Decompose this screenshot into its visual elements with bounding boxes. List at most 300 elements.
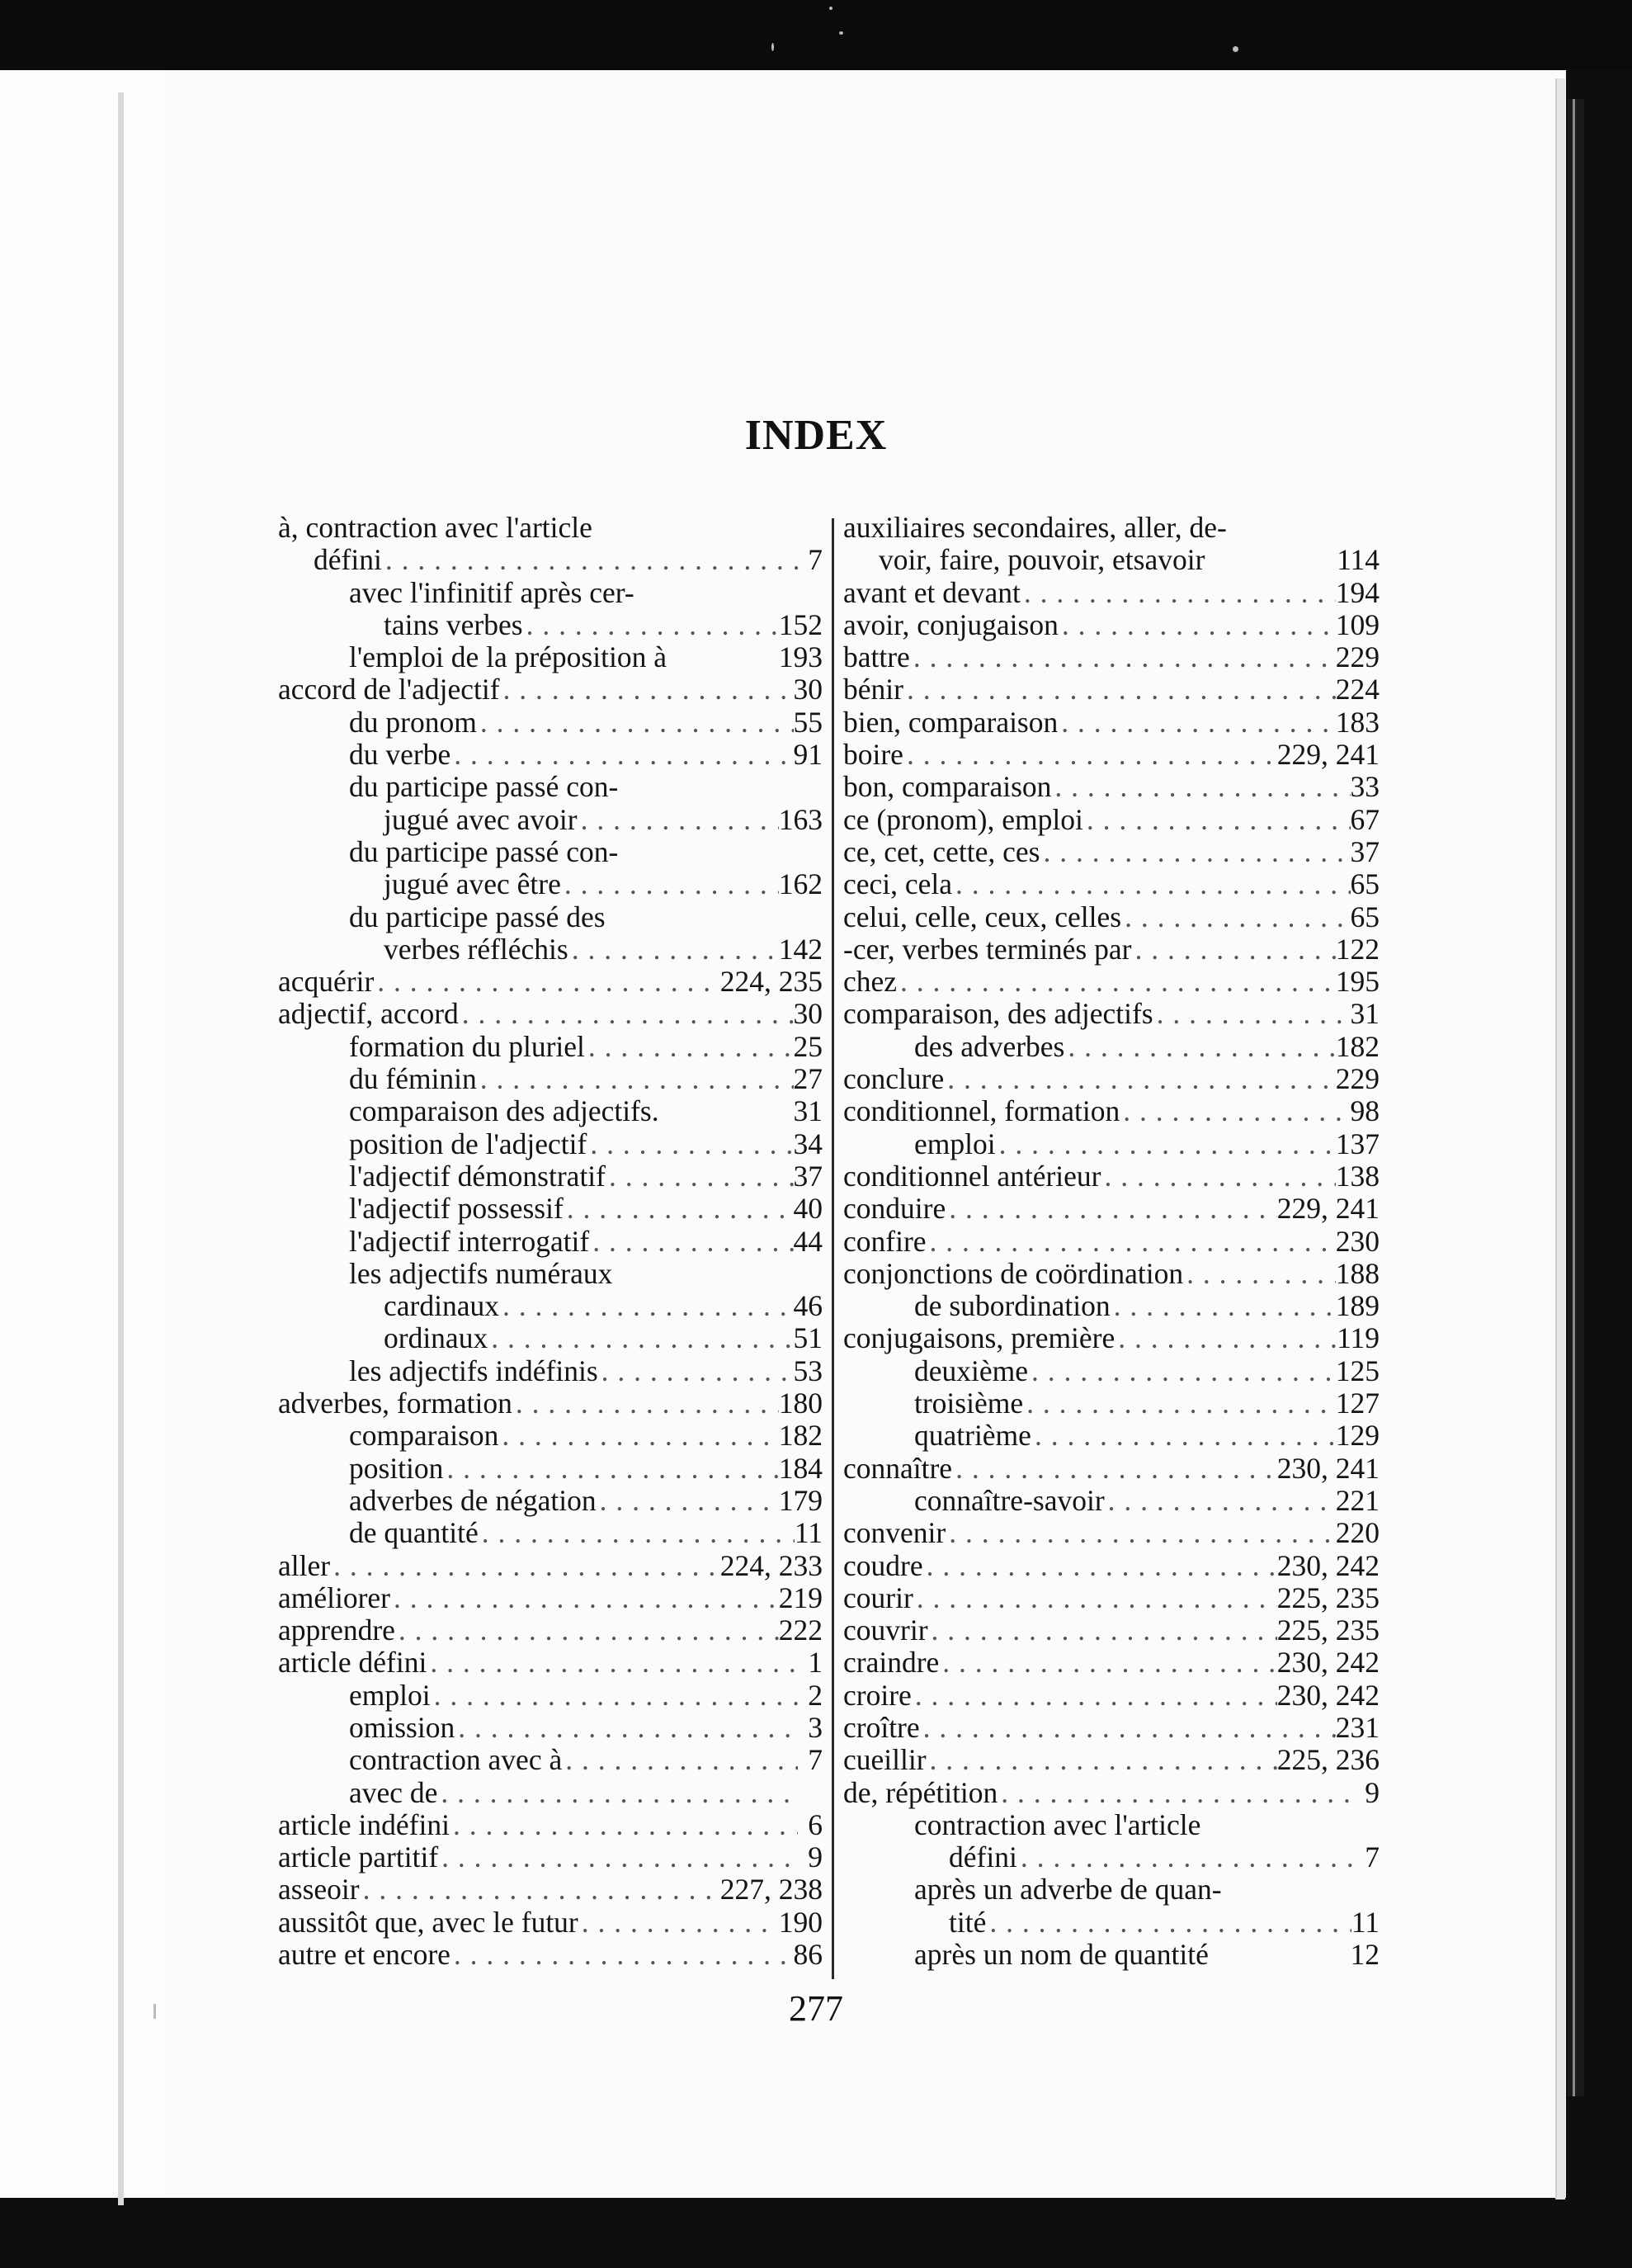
index-entry-line xyxy=(843,1226,1380,1258)
index-entry-pages: 230 xyxy=(1335,1224,1380,1258)
index-entry-pages: 182 xyxy=(778,1419,823,1453)
index-entry-pages: 142 xyxy=(778,932,823,966)
index-entry-line xyxy=(843,1193,1380,1225)
index-entry xyxy=(278,901,823,933)
index-entry-pages: 222 xyxy=(778,1614,823,1647)
index-entry xyxy=(278,1322,823,1354)
index-entry xyxy=(278,1777,823,1809)
index-entry xyxy=(843,673,1380,706)
index-entry-pages: 129 xyxy=(1335,1419,1380,1453)
index-entry xyxy=(278,1226,823,1258)
index-entry-pages: 53 xyxy=(793,1354,823,1387)
index-entry xyxy=(843,577,1380,609)
index-entry-line xyxy=(843,1680,1380,1712)
index-entry xyxy=(278,609,823,641)
index-entry-term: les adjectifs numéraux xyxy=(349,1256,613,1290)
index-entry-line xyxy=(278,1128,823,1160)
index-entry-term: défini xyxy=(949,1840,1017,1874)
index-entry-pages: 182 xyxy=(1335,1029,1380,1063)
index-entry-term: connaître xyxy=(843,1451,953,1485)
index-entry xyxy=(843,1226,1380,1258)
index-entry-term: convenir xyxy=(843,1516,946,1550)
index-entry-line xyxy=(278,544,823,576)
index-entry-term: conditionnel antérieur xyxy=(843,1159,1101,1193)
dot-leader xyxy=(1031,1420,1336,1452)
index-entry-line xyxy=(843,1322,1380,1354)
dot-leader xyxy=(562,1744,798,1776)
index-entry-pages: 225, 236 xyxy=(1276,1743,1380,1777)
dot-leader xyxy=(437,1777,798,1809)
index-entry-term: à, contraction avec l'article xyxy=(278,511,592,544)
index-entry-term: conjonctions de coördination xyxy=(843,1256,1184,1290)
dot-leader xyxy=(606,1160,794,1193)
index-entry-term: comparaison, des adjectifs xyxy=(843,997,1153,1031)
index-entry-term: battre xyxy=(843,640,910,674)
index-entry-line xyxy=(843,1063,1380,1095)
index-entry-line xyxy=(843,836,1380,868)
index-entry-line xyxy=(843,1939,1380,1971)
index-entry-pages: 225, 235 xyxy=(1276,1614,1380,1647)
index-entry-term: du participe passé con- xyxy=(349,834,619,868)
dot-leader xyxy=(913,1582,1277,1614)
index-entry-line xyxy=(278,933,823,966)
index-entry-pages: 180 xyxy=(778,1387,823,1420)
index-entry xyxy=(278,1809,823,1841)
index-entry xyxy=(278,1453,823,1485)
index-entry xyxy=(278,804,823,836)
dot-leader xyxy=(1121,901,1350,933)
index-entry xyxy=(843,1809,1380,1841)
index-entry-pages: 122 xyxy=(1335,932,1380,966)
index-entry-line xyxy=(278,739,823,771)
index-entry-line xyxy=(278,641,823,673)
index-entry-line xyxy=(278,1517,823,1549)
index-entry-term: auxiliaires secondaires, aller, de- xyxy=(843,511,1227,544)
dot-leader xyxy=(1059,609,1336,641)
index-entry xyxy=(843,1614,1380,1647)
index-entry xyxy=(278,836,823,868)
index-entry-line xyxy=(843,1128,1380,1160)
index-entry-term: conditionnel, formation xyxy=(843,1094,1120,1128)
index-entry-term: l'adjectif démonstratif xyxy=(349,1159,606,1193)
index-entry-line xyxy=(843,1355,1380,1387)
dot-leader xyxy=(1040,836,1350,868)
index-entry-line xyxy=(843,1841,1380,1873)
dot-leader xyxy=(903,739,1277,771)
dot-leader xyxy=(1115,1322,1337,1354)
index-entry xyxy=(843,1355,1380,1387)
index-entry-term: aller xyxy=(278,1548,331,1582)
index-column-right xyxy=(843,512,1380,1971)
index-entry-term: omission xyxy=(349,1710,455,1744)
index-entry-term: avant et devant xyxy=(843,575,1021,609)
index-entry-term: bien, comparaison xyxy=(843,705,1059,739)
index-entry xyxy=(843,1160,1380,1193)
index-entry xyxy=(843,1907,1380,1939)
index-entry-term: deuxième xyxy=(914,1354,1028,1387)
dot-leader xyxy=(330,1550,720,1582)
index-entry-term: du verbe xyxy=(349,738,451,772)
index-entry xyxy=(843,1550,1380,1582)
page-title: INDEX xyxy=(744,412,888,459)
dot-leader xyxy=(477,1063,794,1095)
dot-leader xyxy=(1131,933,1335,966)
dot-leader xyxy=(500,673,794,706)
scan-speck xyxy=(771,43,774,51)
dot-leader xyxy=(912,1680,1277,1712)
index-entry-line xyxy=(278,1160,823,1193)
index-entry-term: accord de l'adjectif xyxy=(278,673,500,706)
scan-background-top xyxy=(0,0,1632,70)
index-entry-line xyxy=(843,771,1380,803)
index-entry xyxy=(278,577,823,609)
index-entry-term: contraction avec à xyxy=(349,1743,563,1777)
index-entry-term: adverbes de négation xyxy=(349,1483,597,1517)
dot-leader xyxy=(998,1777,1355,1809)
index-entry-line xyxy=(278,1226,823,1258)
index-entry-term: l'adjectif possessif xyxy=(349,1192,564,1226)
index-entry-term: craindre xyxy=(843,1646,940,1680)
index-entry-term: article indéfini xyxy=(278,1807,450,1841)
index-entry xyxy=(843,1680,1380,1712)
index-entry-term: cardinaux xyxy=(384,1289,499,1323)
index-entry-term: ce, cet, cette, ces xyxy=(843,834,1040,868)
index-entry-line xyxy=(278,966,823,998)
index-entry-line xyxy=(843,804,1380,836)
index-entry-term: avec de xyxy=(349,1775,438,1809)
index-entry-term: les adjectifs indéfinis xyxy=(349,1354,598,1387)
index-entry-term: bon, comparaison xyxy=(843,770,1052,804)
index-entry xyxy=(843,901,1380,933)
dot-leader xyxy=(488,1322,793,1354)
index-entry-pages: 2 xyxy=(808,1678,823,1712)
index-entry xyxy=(278,1063,823,1095)
index-entry-term: cueillir xyxy=(843,1743,927,1777)
index-entry-pages: 137 xyxy=(1335,1127,1380,1160)
index-entry xyxy=(278,1387,823,1420)
index-entry-term: formation du pluriel xyxy=(349,1029,585,1063)
index-entry-term: apprendre xyxy=(278,1614,395,1647)
index-entry-line xyxy=(843,577,1380,609)
index-entry xyxy=(278,1939,823,1971)
index-entry-term: défini xyxy=(314,543,382,577)
dot-leader xyxy=(928,1614,1277,1647)
index-entry-pages: 9 xyxy=(808,1840,823,1874)
index-entry-pages: 229 xyxy=(1335,640,1380,674)
index-entry-pages: 40 xyxy=(793,1192,823,1226)
index-entry-pages: 138 xyxy=(1335,1159,1380,1193)
index-entry-term: de quantité xyxy=(349,1516,479,1550)
index-entry xyxy=(278,771,823,803)
index-entry-pages: 188 xyxy=(1335,1256,1380,1290)
index-entry-line xyxy=(278,1582,823,1614)
index-entry xyxy=(278,544,823,576)
index-entry-line xyxy=(278,771,823,803)
index-entry-pages: 184 xyxy=(778,1451,823,1485)
page-gutter xyxy=(0,70,165,2198)
index-entry-term: troisième xyxy=(914,1387,1024,1420)
dot-leader xyxy=(360,1873,720,1906)
index-entry xyxy=(278,1095,823,1127)
index-entry xyxy=(843,1453,1380,1485)
dot-leader xyxy=(1183,1258,1336,1290)
index-entry-line xyxy=(843,1582,1380,1614)
index-entry-pages: 219 xyxy=(778,1581,823,1614)
index-entry-line xyxy=(278,512,823,544)
dot-leader xyxy=(1111,1290,1336,1322)
dot-leader xyxy=(561,868,779,900)
index-entry-line xyxy=(278,1712,823,1744)
dot-leader xyxy=(920,1712,1336,1744)
index-entry-term: de subordination xyxy=(914,1289,1111,1323)
index-entry xyxy=(278,1550,823,1582)
index-entry-line xyxy=(843,1647,1380,1679)
index-entry xyxy=(278,1258,823,1290)
index-entry-line xyxy=(278,1322,823,1354)
index-entry-pages: 86 xyxy=(793,1938,823,1972)
index-entry-line xyxy=(843,1744,1380,1776)
index-entry xyxy=(278,1647,823,1679)
index-entry-pages: 127 xyxy=(1335,1387,1380,1420)
dot-leader xyxy=(996,1128,1336,1160)
index-entry-term: tains verbes xyxy=(384,607,523,641)
index-column-left xyxy=(278,512,823,1971)
index-entry-term: couvrir xyxy=(843,1614,928,1647)
index-entry xyxy=(278,1160,823,1193)
dot-leader xyxy=(1153,998,1351,1030)
index-entry-line xyxy=(843,1387,1380,1420)
index-entry-line xyxy=(843,868,1380,900)
index-entry xyxy=(843,739,1380,771)
index-entry-line xyxy=(278,868,823,900)
index-entry xyxy=(278,1614,823,1647)
index-entry-pages: 224, 235 xyxy=(719,965,823,999)
index-entry-term: après un nom de quantité xyxy=(914,1938,1209,1972)
index-entry-pages: 46 xyxy=(793,1289,823,1323)
index-entry-term: croire xyxy=(843,1678,912,1712)
index-entry-line xyxy=(278,1095,823,1127)
index-entry xyxy=(843,1777,1380,1809)
dot-leader xyxy=(946,1193,1277,1225)
dot-leader xyxy=(450,1939,794,1971)
index-entry-term: position xyxy=(349,1451,444,1485)
index-entry-term: conjugaisons, première xyxy=(843,1321,1116,1355)
index-entry xyxy=(278,1841,823,1873)
index-entry xyxy=(843,1258,1380,1290)
index-entry-pages: 224, 233 xyxy=(719,1548,823,1582)
index-entry-line xyxy=(278,836,823,868)
index-entry xyxy=(278,933,823,966)
dot-leader xyxy=(455,1712,798,1744)
index-entry-term: améliorer xyxy=(278,1581,391,1614)
dot-leader xyxy=(923,1550,1277,1582)
index-entry-line xyxy=(278,1744,823,1776)
index-entry-pages: 229 xyxy=(1335,1062,1380,1096)
index-entry-line xyxy=(278,1420,823,1452)
index-entry-term: jugué avec avoir xyxy=(384,802,578,836)
index-entry-pages: 230, 241 xyxy=(1276,1451,1380,1485)
dot-leader xyxy=(395,1614,779,1647)
index-entry-term: comparaison xyxy=(349,1419,499,1453)
dot-leader xyxy=(598,1355,794,1387)
index-entry xyxy=(843,1873,1380,1906)
index-entry-term: emploi xyxy=(914,1127,996,1160)
index-entry-line xyxy=(278,1485,823,1517)
index-entry-pages: 189 xyxy=(1335,1289,1380,1323)
index-entry xyxy=(278,1744,823,1776)
index-entry-line xyxy=(843,1031,1380,1063)
index-entry-line xyxy=(278,577,823,609)
index-entry-line xyxy=(278,1193,823,1225)
dot-leader xyxy=(427,1647,798,1679)
index-entry xyxy=(278,673,823,706)
index-entry-line xyxy=(843,966,1380,998)
index-entry-line xyxy=(843,1160,1380,1193)
dot-leader xyxy=(498,1420,778,1452)
dot-leader xyxy=(459,998,794,1030)
index-entry-line xyxy=(843,1614,1380,1647)
index-entry xyxy=(278,998,823,1030)
index-entry-line xyxy=(843,901,1380,933)
index-entry-term: boire xyxy=(843,738,903,772)
index-entry xyxy=(843,804,1380,836)
dot-leader xyxy=(443,1453,778,1485)
gutter-shadow xyxy=(118,92,124,2205)
index-entry-term: conclure xyxy=(843,1062,945,1096)
index-entry-pages: 30 xyxy=(793,673,823,706)
index-entry-term: ce (pronom), emploi xyxy=(843,802,1083,836)
index-entry-term: quatrième xyxy=(914,1419,1031,1453)
index-entry xyxy=(843,1128,1380,1160)
index-entry-pages: 193 xyxy=(778,640,823,674)
index-entry-term: emploi xyxy=(349,1678,431,1712)
dot-leader xyxy=(499,1290,794,1322)
index-entry-pages: 1 xyxy=(808,1646,823,1680)
dot-leader xyxy=(1064,1031,1335,1063)
index-entry xyxy=(278,1873,823,1906)
index-entry-line xyxy=(278,1777,823,1809)
index-entry xyxy=(843,868,1380,900)
index-entry xyxy=(278,641,823,673)
index-entry-term: connaître-savoir xyxy=(914,1483,1105,1517)
index-entry-pages: 7 xyxy=(808,1743,823,1777)
index-entry xyxy=(278,1031,823,1063)
index-entry-line xyxy=(843,739,1380,771)
index-entry xyxy=(278,1355,823,1387)
dot-leader xyxy=(374,966,719,998)
index-entry-pages: 55 xyxy=(793,705,823,739)
index-entry-pages: 179 xyxy=(778,1483,823,1517)
dot-leader xyxy=(597,1485,779,1517)
index-entry-line xyxy=(278,1031,823,1063)
index-entry-term: conduire xyxy=(843,1192,946,1226)
index-entry-term: l'emploi de la préposition à xyxy=(349,640,667,674)
index-entry-term: courir xyxy=(843,1581,913,1614)
index-entry xyxy=(278,706,823,739)
index-entry-pages: 7 xyxy=(1365,1840,1380,1874)
index-entry-pages: 190 xyxy=(778,1905,823,1939)
dot-leader xyxy=(438,1841,798,1873)
index-entry-pages: 183 xyxy=(1335,705,1380,739)
index-entry xyxy=(278,1128,823,1160)
index-entry-term: confire xyxy=(843,1224,927,1258)
index-entry-pages: 220 xyxy=(1335,1516,1380,1550)
index-entry-line xyxy=(278,1907,823,1939)
index-entry-term: article partitif xyxy=(278,1840,439,1874)
index-entry-line xyxy=(278,609,823,641)
index-entry-term: adverbes, formation xyxy=(278,1387,512,1420)
index-entry-line xyxy=(278,1809,823,1841)
index-entry-line xyxy=(843,1809,1380,1841)
index-entry-term: adjectif, accord xyxy=(278,997,459,1031)
index-entry xyxy=(278,1680,823,1712)
dot-leader xyxy=(431,1680,798,1712)
index-entry xyxy=(843,1841,1380,1873)
index-entry-line xyxy=(278,998,823,1030)
index-entry-term: contraction avec l'article xyxy=(914,1807,1201,1841)
index-entry xyxy=(843,1095,1380,1127)
index-entry-pages: 195 xyxy=(1335,965,1380,999)
index-entry xyxy=(278,1485,823,1517)
index-entry-pages: 230, 242 xyxy=(1276,1646,1380,1680)
index-entry-term: chez xyxy=(843,965,898,999)
index-entry-pages: 30 xyxy=(793,997,823,1031)
index-entry-pages: 230, 242 xyxy=(1276,1678,1380,1712)
index-entry-line xyxy=(278,1387,823,1420)
index-entry-line xyxy=(843,1712,1380,1744)
index-entry-pages: 11 xyxy=(1351,1905,1380,1939)
index-entry-pages: 33 xyxy=(1350,770,1380,804)
index-entry xyxy=(278,1290,823,1322)
index-entry-term: article défini xyxy=(278,1646,427,1680)
dot-leader xyxy=(1101,1160,1335,1193)
index-entry-line xyxy=(843,1907,1380,1939)
index-entry-pages: 224 xyxy=(1335,673,1380,706)
index-entry-line xyxy=(278,1614,823,1647)
column-divider xyxy=(832,518,834,1979)
index-entry-line xyxy=(843,1290,1380,1322)
dot-leader xyxy=(927,1744,1277,1776)
index-entry xyxy=(278,868,823,900)
dot-leader xyxy=(986,1907,1351,1939)
index-entry xyxy=(843,1744,1380,1776)
index-entry-pages: 37 xyxy=(1350,834,1380,868)
index-entry-pages: 3 xyxy=(808,1710,823,1744)
index-entry xyxy=(843,836,1380,868)
index-entry-line xyxy=(278,1258,823,1290)
dot-leader xyxy=(1023,1387,1336,1420)
index-entry xyxy=(843,1712,1380,1744)
scan-speck xyxy=(839,31,843,35)
index-entry-pages: 91 xyxy=(793,738,823,772)
dot-leader xyxy=(1017,1841,1355,1873)
index-entry-pages: 231 xyxy=(1335,1710,1380,1744)
index-entry-line xyxy=(843,933,1380,966)
dot-leader xyxy=(897,966,1336,998)
index-entry-pages: 31 xyxy=(1350,997,1380,1031)
index-entry-pages: 114 xyxy=(1337,543,1380,577)
index-entry-pages: 125 xyxy=(1335,1354,1380,1387)
index-entry-term: ordinaux xyxy=(384,1321,488,1355)
index-entry-term: de, répétition xyxy=(843,1775,998,1809)
index-entry xyxy=(278,1907,823,1939)
index-entry-term: après un adverbe de quan- xyxy=(914,1873,1222,1907)
dot-leader xyxy=(952,1453,1277,1485)
dot-leader xyxy=(390,1582,779,1614)
index-entry-line xyxy=(843,1095,1380,1127)
index-entry-pages: 65 xyxy=(1350,900,1380,933)
dot-leader xyxy=(1021,577,1336,609)
